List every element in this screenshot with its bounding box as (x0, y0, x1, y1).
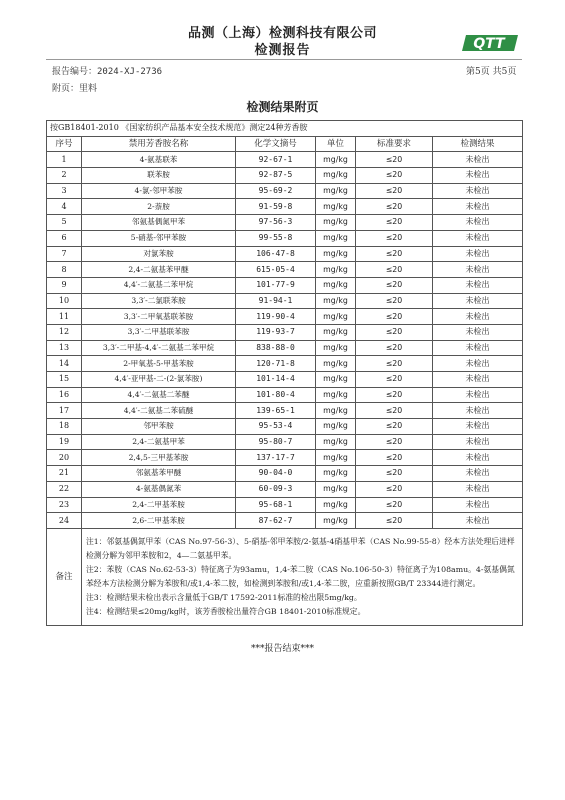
cas-number: 99-55-8 (236, 230, 316, 246)
limit-requirement: ≤20 (356, 246, 433, 262)
remarks-label: 备注 (47, 528, 82, 625)
unit: mg/kg (316, 262, 356, 278)
row-number: 19 (47, 434, 82, 450)
unit: mg/kg (316, 183, 356, 199)
cas-number: 615-05-4 (236, 262, 316, 278)
amine-name: 4-氨基联苯 (82, 152, 236, 168)
test-result: 未检出 (433, 372, 523, 388)
unit: mg/kg (316, 277, 356, 293)
cas-number: 92-67-1 (236, 152, 316, 168)
cas-number: 101-14-4 (236, 372, 316, 388)
unit: mg/kg (316, 309, 356, 325)
cas-number: 95-53-4 (236, 419, 316, 435)
limit-requirement: ≤20 (356, 340, 433, 356)
test-result: 未检出 (433, 230, 523, 246)
document-title: 检测报告 (254, 43, 311, 58)
table-row (47, 183, 523, 199)
row-number: 20 (47, 450, 82, 466)
table-row (47, 434, 523, 450)
table-row (47, 497, 523, 513)
row-number: 2 (47, 168, 82, 184)
limit-requirement: ≤20 (356, 199, 433, 215)
unit: mg/kg (316, 324, 356, 340)
limit-requirement: ≤20 (356, 372, 433, 388)
table-row (47, 419, 523, 435)
limit-requirement: ≤20 (356, 466, 433, 482)
page-info: 第5页 共5页 (466, 67, 517, 77)
amine-name: 2,4-二甲基苯胺 (82, 497, 236, 513)
amine-name: 4,4′-二氨基二苯硫醚 (82, 403, 236, 419)
limit-requirement: ≤20 (356, 309, 433, 325)
cas-number: 838-88-0 (236, 340, 316, 356)
col-header-result: 检测结果 (433, 136, 523, 152)
report-number-label: 报告编号： (52, 67, 98, 77)
limit-requirement: ≤20 (356, 356, 433, 372)
row-number: 4 (47, 199, 82, 215)
table-row (47, 356, 523, 372)
amine-name: 2,6-二甲基苯胺 (82, 513, 236, 529)
amine-name: 2-萘胺 (82, 199, 236, 215)
unit: mg/kg (316, 215, 356, 231)
test-result: 未检出 (433, 199, 523, 215)
test-result: 未检出 (433, 481, 523, 497)
amine-name: 2-甲氧基-5-甲基苯胺 (82, 356, 236, 372)
table-row (47, 309, 523, 325)
unit: mg/kg (316, 293, 356, 309)
table-row (47, 277, 523, 293)
unit: mg/kg (316, 340, 356, 356)
unit: mg/kg (316, 434, 356, 450)
table-row (47, 481, 523, 497)
unit: mg/kg (316, 403, 356, 419)
cas-number: 91-94-1 (236, 293, 316, 309)
test-result: 未检出 (433, 262, 523, 278)
col-header-unit: 单位 (316, 136, 356, 152)
cas-number: 95-80-7 (236, 434, 316, 450)
amine-name: 邻氨基苯甲醚 (82, 466, 236, 482)
cas-number: 120-71-8 (236, 356, 316, 372)
limit-requirement: ≤20 (356, 293, 433, 309)
limit-requirement: ≤20 (356, 403, 433, 419)
col-header-cas: 化学文摘号 (236, 136, 316, 152)
unit: mg/kg (316, 497, 356, 513)
table-row (47, 450, 523, 466)
limit-requirement: ≤20 (356, 168, 433, 184)
row-number: 3 (47, 183, 82, 199)
table-row (47, 199, 523, 215)
limit-requirement: ≤20 (356, 513, 433, 529)
unit: mg/kg (316, 356, 356, 372)
unit: mg/kg (316, 152, 356, 168)
limit-requirement: ≤20 (356, 324, 433, 340)
cas-number: 119-93-7 (236, 324, 316, 340)
row-number: 14 (47, 356, 82, 372)
test-result: 未检出 (433, 419, 523, 435)
row-number: 1 (47, 152, 82, 168)
results-table (46, 120, 523, 626)
part-info (52, 81, 97, 94)
test-result: 未检出 (433, 466, 523, 482)
test-result: 未检出 (433, 387, 523, 403)
unit: mg/kg (316, 466, 356, 482)
cas-number: 119-90-4 (236, 309, 316, 325)
row-number: 21 (47, 466, 82, 482)
report-number-value: 2024-XJ-2736 (97, 67, 163, 77)
note-item: 注4：检测结果≤20mg/kg时，该芳香胺检出量符合GB 18401-2010标准规定。 (86, 606, 366, 616)
row-number: 10 (47, 293, 82, 309)
test-result: 未检出 (433, 183, 523, 199)
test-result: 未检出 (433, 403, 523, 419)
table-row (47, 372, 523, 388)
report-end-mark: ***报告结束*** (250, 644, 314, 654)
limit-requirement: ≤20 (356, 434, 433, 450)
amine-name: 邻甲苯胺 (82, 419, 236, 435)
col-header-requirement: 标准要求 (356, 136, 433, 152)
cas-number: 101-77-9 (236, 277, 316, 293)
amine-name: 4,4′-亚甲基-二-(2-氯苯胺) (82, 372, 236, 388)
header-divider (46, 59, 522, 60)
logo-text: QTT (473, 36, 505, 52)
amine-name: 4-氨基偶氮苯 (82, 481, 236, 497)
test-result: 未检出 (433, 340, 523, 356)
table-row (47, 215, 523, 231)
standard-text: 按GB18401-2010 《国家纺织产品基本安全技术规范》测定24种芳香胺 (47, 121, 523, 137)
remarks-row (47, 528, 523, 625)
report-number (52, 64, 162, 77)
amine-name: 2,4-二氨基甲苯 (82, 434, 236, 450)
amine-name: 3,3′-二甲基-4,4′-二氨基二苯甲烷 (82, 340, 236, 356)
unit: mg/kg (316, 419, 356, 435)
unit: mg/kg (316, 387, 356, 403)
limit-requirement: ≤20 (356, 497, 433, 513)
part-value: 里料 (79, 84, 98, 94)
amine-name: 5-硝基-邻甲苯胺 (82, 230, 236, 246)
test-result: 未检出 (433, 324, 523, 340)
unit: mg/kg (316, 246, 356, 262)
remarks-notes (82, 528, 523, 625)
unit: mg/kg (316, 450, 356, 466)
test-result: 未检出 (433, 293, 523, 309)
table-row (47, 262, 523, 278)
table-row (47, 230, 523, 246)
table-row (47, 466, 523, 482)
note-item: 注3：检测结果未检出表示含量低于GB/T 17592-2011标准的检出限5mg/kg。 (86, 592, 362, 602)
limit-requirement: ≤20 (356, 481, 433, 497)
amine-name: 联苯胺 (82, 168, 236, 184)
test-result: 未检出 (433, 215, 523, 231)
row-number: 9 (47, 277, 82, 293)
cas-number: 91-59-8 (236, 199, 316, 215)
row-number: 17 (47, 403, 82, 419)
amine-name: 2,4-二氨基苯甲醚 (82, 262, 236, 278)
test-result: 未检出 (433, 168, 523, 184)
test-result: 未检出 (433, 434, 523, 450)
amine-name: 4,4′-二氨基二苯甲烷 (82, 277, 236, 293)
test-result: 未检出 (433, 513, 523, 529)
limit-requirement: ≤20 (356, 277, 433, 293)
test-result: 未检出 (433, 356, 523, 372)
row-number: 23 (47, 497, 82, 513)
test-result: 未检出 (433, 497, 523, 513)
amine-name: 3,3′-二甲基联苯胺 (82, 324, 236, 340)
table-row (47, 387, 523, 403)
note-item: 注1：邻氨基偶氮甲苯（CAS No.97-56-3）、5-硝基-邻甲苯胺/2-氨基-4硝基甲苯（CAS No.99-55-8）经本方法处理后进样检测分解为邻甲苯胺和2，4—二氨基甲苯。 (86, 536, 515, 560)
cas-number: 95-69-2 (236, 183, 316, 199)
test-result: 未检出 (433, 450, 523, 466)
limit-requirement: ≤20 (356, 450, 433, 466)
amine-name: 邻氨基偶氮甲苯 (82, 215, 236, 231)
part-label: 附页： (52, 84, 80, 94)
table-row (47, 246, 523, 262)
unit: mg/kg (316, 481, 356, 497)
cas-number: 97-56-3 (236, 215, 316, 231)
row-number: 7 (47, 246, 82, 262)
note-item: 注2：苯胺（CAS No.62-53-3）特征离子为93amu，1,4-苯二胺（CAS No.106-50-3）特征离子为108amu。4-氨基偶氮苯经本方法检测分解为苯胺和/或1,4-苯二胺，如检测到苯胺和/或1,4-苯二胺，应重新按照GB/T 23344进行测定。 (86, 564, 515, 588)
company-name: 品测（上海）检测科技有限公司 (187, 26, 377, 41)
table-row (47, 403, 523, 419)
col-header-name: 禁用芳香胺名称 (82, 136, 236, 152)
cas-number: 106-47-8 (236, 246, 316, 262)
row-number: 6 (47, 230, 82, 246)
row-number: 13 (47, 340, 82, 356)
test-result: 未检出 (433, 277, 523, 293)
col-header-no: 序号 (47, 136, 82, 152)
amine-name: 4-氯-邻甲苯胺 (82, 183, 236, 199)
section-title: 检测结果附页 (246, 100, 319, 114)
limit-requirement: ≤20 (356, 230, 433, 246)
row-number: 12 (47, 324, 82, 340)
amine-name: 4,4′-二氨基二苯醚 (82, 387, 236, 403)
cas-number: 95-68-1 (236, 497, 316, 513)
test-result: 未检出 (433, 152, 523, 168)
test-result: 未检出 (433, 309, 523, 325)
amine-name: 3,3′-二甲氧基联苯胺 (82, 309, 236, 325)
limit-requirement: ≤20 (356, 152, 433, 168)
unit: mg/kg (316, 230, 356, 246)
cas-number: 92-87-5 (236, 168, 316, 184)
standard-row (47, 121, 523, 137)
unit: mg/kg (316, 168, 356, 184)
table-row (47, 340, 523, 356)
cas-number: 139-65-1 (236, 403, 316, 419)
cas-number: 101-80-4 (236, 387, 316, 403)
limit-requirement: ≤20 (356, 215, 433, 231)
cas-number: 137-17-7 (236, 450, 316, 466)
amine-name: 2,4,5-三甲基苯胺 (82, 450, 236, 466)
row-number: 22 (47, 481, 82, 497)
table-row (47, 324, 523, 340)
limit-requirement: ≤20 (356, 387, 433, 403)
row-number: 24 (47, 513, 82, 529)
row-number: 15 (47, 372, 82, 388)
row-number: 16 (47, 387, 82, 403)
amine-name: 对氯苯胺 (82, 246, 236, 262)
row-number: 8 (47, 262, 82, 278)
row-number: 11 (47, 309, 82, 325)
table-header-row (47, 136, 523, 152)
table-row (47, 152, 523, 168)
unit: mg/kg (316, 513, 356, 529)
row-number: 18 (47, 419, 82, 435)
table-row (47, 293, 523, 309)
unit: mg/kg (316, 372, 356, 388)
limit-requirement: ≤20 (356, 419, 433, 435)
unit: mg/kg (316, 199, 356, 215)
test-result: 未检出 (433, 246, 523, 262)
limit-requirement: ≤20 (356, 262, 433, 278)
limit-requirement: ≤20 (356, 183, 433, 199)
cas-number: 87-62-7 (236, 513, 316, 529)
table-row (47, 513, 523, 529)
cas-number: 60-09-3 (236, 481, 316, 497)
amine-name: 3,3′-二氯联苯胺 (82, 293, 236, 309)
company-logo (462, 32, 520, 54)
cas-number: 90-04-0 (236, 466, 316, 482)
table-row (47, 168, 523, 184)
row-number: 5 (47, 215, 82, 231)
